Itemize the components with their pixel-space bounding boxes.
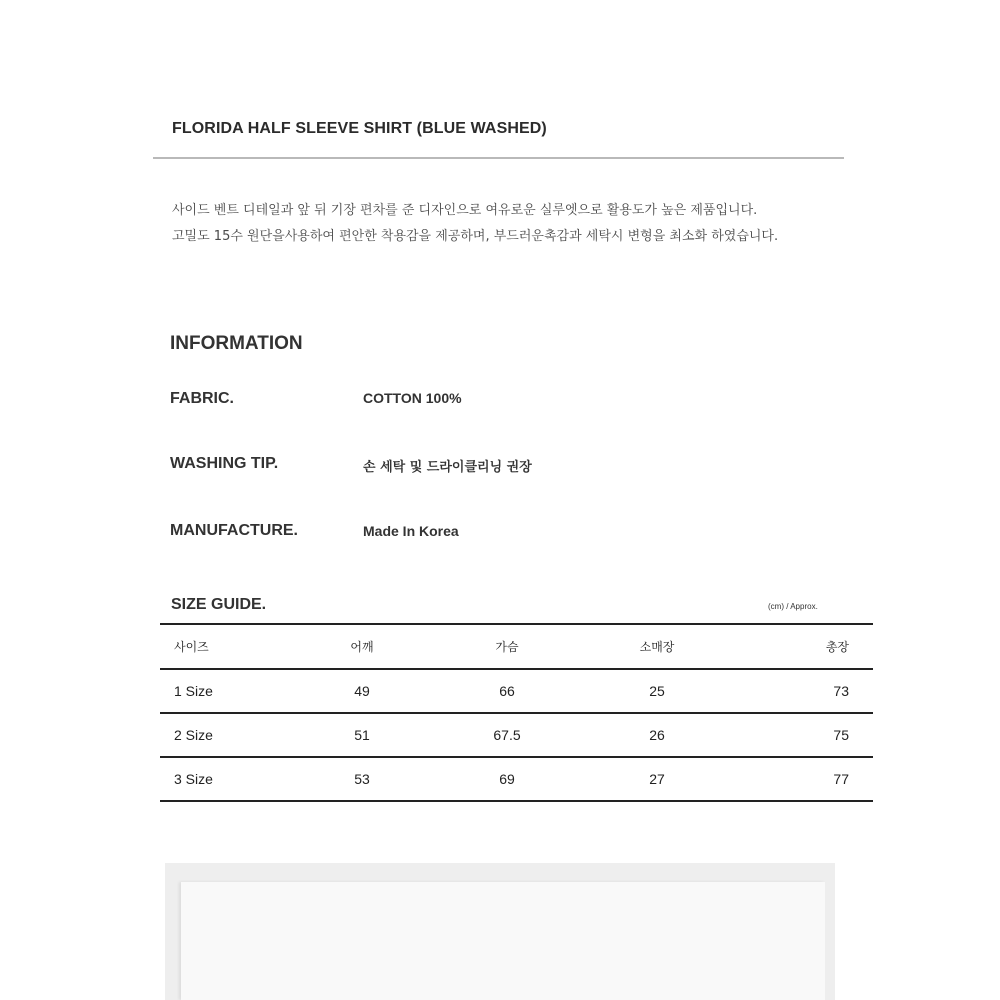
table-row: [160, 713, 873, 757]
table-cell: 73: [833, 683, 849, 699]
washing-tip-value: 손 세탁 및 드라이클리닝 권장: [363, 460, 532, 475]
manufacture-label: MANUFACTURE.: [170, 522, 298, 539]
table-cell: 26: [649, 727, 665, 743]
column-header: 가슴: [495, 640, 519, 654]
table-cell: 67.5: [493, 727, 521, 743]
fabric-label: FABRIC.: [170, 390, 234, 407]
unit-note: (cm) / Approx.: [768, 602, 818, 611]
column-header: 소매장: [639, 640, 675, 654]
table-row: [160, 669, 873, 713]
table-cell: 77: [833, 771, 849, 787]
table-row: [160, 757, 873, 801]
table-cell: 1 Size: [174, 683, 213, 699]
table-cell: 25: [649, 683, 665, 699]
size-table: [160, 623, 873, 802]
table-cell: 75: [833, 727, 849, 743]
fabric-value: COTTON 100%: [363, 390, 462, 406]
product-photo: [181, 882, 825, 1000]
table-cell: 27: [649, 771, 665, 787]
table-cell: 2 Size: [174, 727, 213, 743]
table-cell: 69: [499, 771, 515, 787]
information-heading: INFORMATION: [170, 333, 303, 354]
table-cell: 53: [354, 771, 370, 787]
size-guide-heading: SIZE GUIDE.: [171, 596, 267, 613]
washing-tip-label: WASHING TIP.: [170, 455, 279, 472]
table-cell: 3 Size: [174, 771, 213, 787]
column-header: 총장: [825, 640, 849, 654]
table-header-row: [160, 624, 873, 669]
description-line-2: 고밀도 15수 원단을사용하여 편안한 착용감을 제공하며, 부드러운촉감과 세탁시 변형을 최소화 하였습니다.: [172, 229, 779, 244]
table-cell: 51: [354, 727, 370, 743]
table-cell: 66: [499, 683, 515, 699]
product-title: FLORIDA HALF SLEEVE SHIRT (BLUE WASHED): [172, 120, 547, 137]
title-divider: [153, 157, 844, 159]
manufacture-value: Made In Korea: [363, 523, 459, 539]
table-cell: 49: [354, 683, 370, 699]
column-header: 사이즈: [174, 640, 209, 654]
description-line-1: 사이드 벤트 디테일과 앞 뒤 기장 편차를 준 디자인으로 여유로운 실루엣으로 활용도가 높은 제품입니다.: [172, 203, 758, 218]
column-header: 어깨: [350, 640, 374, 654]
